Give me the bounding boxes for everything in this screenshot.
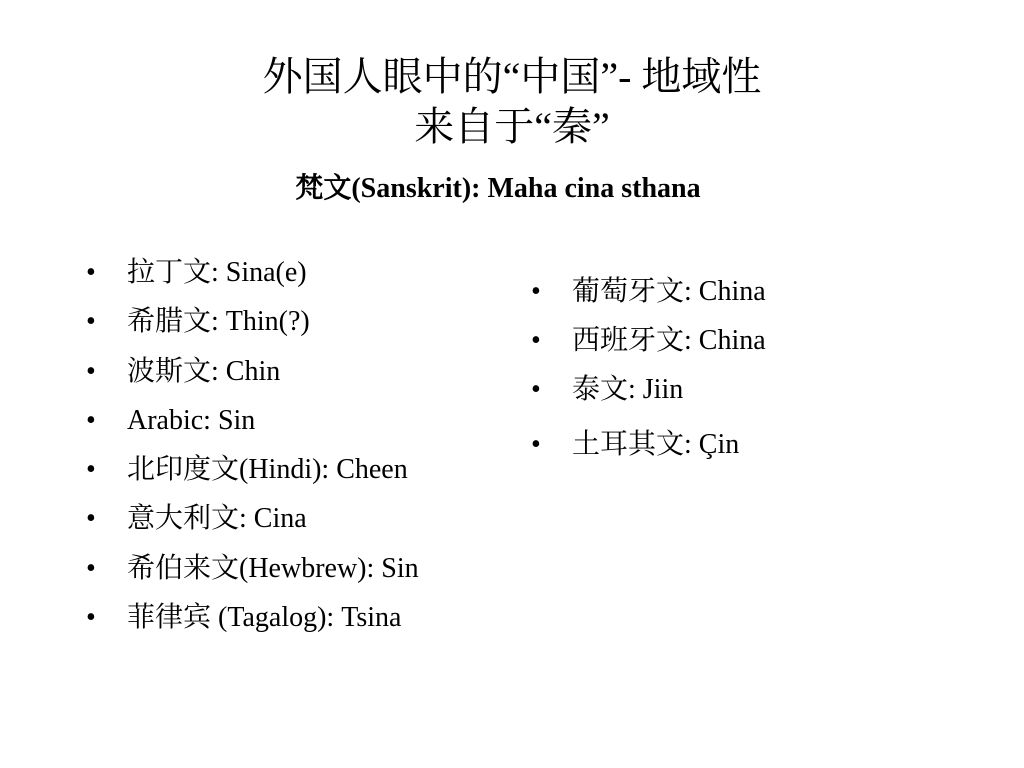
bullet-icon: •	[86, 602, 96, 634]
slide-title	[0, 52, 1024, 152]
bullet-icon: •	[531, 276, 541, 307]
bullet-icon: •	[86, 306, 96, 338]
title-line-2: 来自于“秦”	[414, 104, 610, 149]
slide-subtitle: 梵文(Sanskrit): Maha cina sthana	[295, 173, 701, 204]
list-item-text: 希伯来文(Hewbrew): Sin	[127, 552, 419, 584]
list-item-text: 波斯文: Chin	[127, 355, 281, 387]
list-item-text: 希腊文: Thin(?)	[127, 306, 310, 338]
bullet-icon: •	[86, 355, 96, 387]
list-item	[531, 321, 766, 370]
list-item	[531, 425, 766, 474]
right-bullet-list	[531, 272, 766, 474]
list-item	[86, 598, 419, 647]
bullet-icon: •	[531, 429, 541, 460]
list-item	[86, 549, 419, 598]
bullet-icon: •	[86, 552, 96, 584]
list-item-text: 拉丁文: Sina(e)	[127, 257, 307, 288]
list-item	[531, 272, 766, 321]
bullet-icon: •	[531, 374, 541, 405]
bullet-icon: •	[86, 454, 96, 486]
list-item-text: 土耳其文: Çin	[572, 429, 740, 460]
list-item-text: 西班牙文: China	[572, 325, 766, 356]
bullet-icon: •	[86, 503, 96, 535]
list-item-text: 泰文: Jiin	[572, 374, 684, 405]
list-item	[531, 370, 766, 425]
list-item	[86, 450, 419, 499]
list-item	[86, 499, 419, 548]
list-item-text: Arabic: Sin	[127, 404, 256, 436]
list-item	[86, 302, 419, 351]
list-item-text: 菲律宾 (Tagalog): Tsina	[127, 602, 402, 634]
list-item-text: 北印度文(Hindi): Cheen	[127, 454, 408, 486]
list-item-text: 意大利文: Cina	[127, 503, 307, 535]
left-bullet-list	[86, 253, 419, 647]
bullet-icon: •	[531, 325, 541, 356]
list-item-text: 葡萄牙文: China	[572, 276, 766, 307]
list-item	[86, 352, 419, 401]
list-item	[86, 401, 419, 450]
title-line-1: 外国人眼中的“中国”- 地域性	[262, 54, 762, 99]
list-item	[86, 253, 419, 302]
bullet-icon: •	[86, 257, 96, 288]
bullet-icon: •	[86, 404, 96, 436]
